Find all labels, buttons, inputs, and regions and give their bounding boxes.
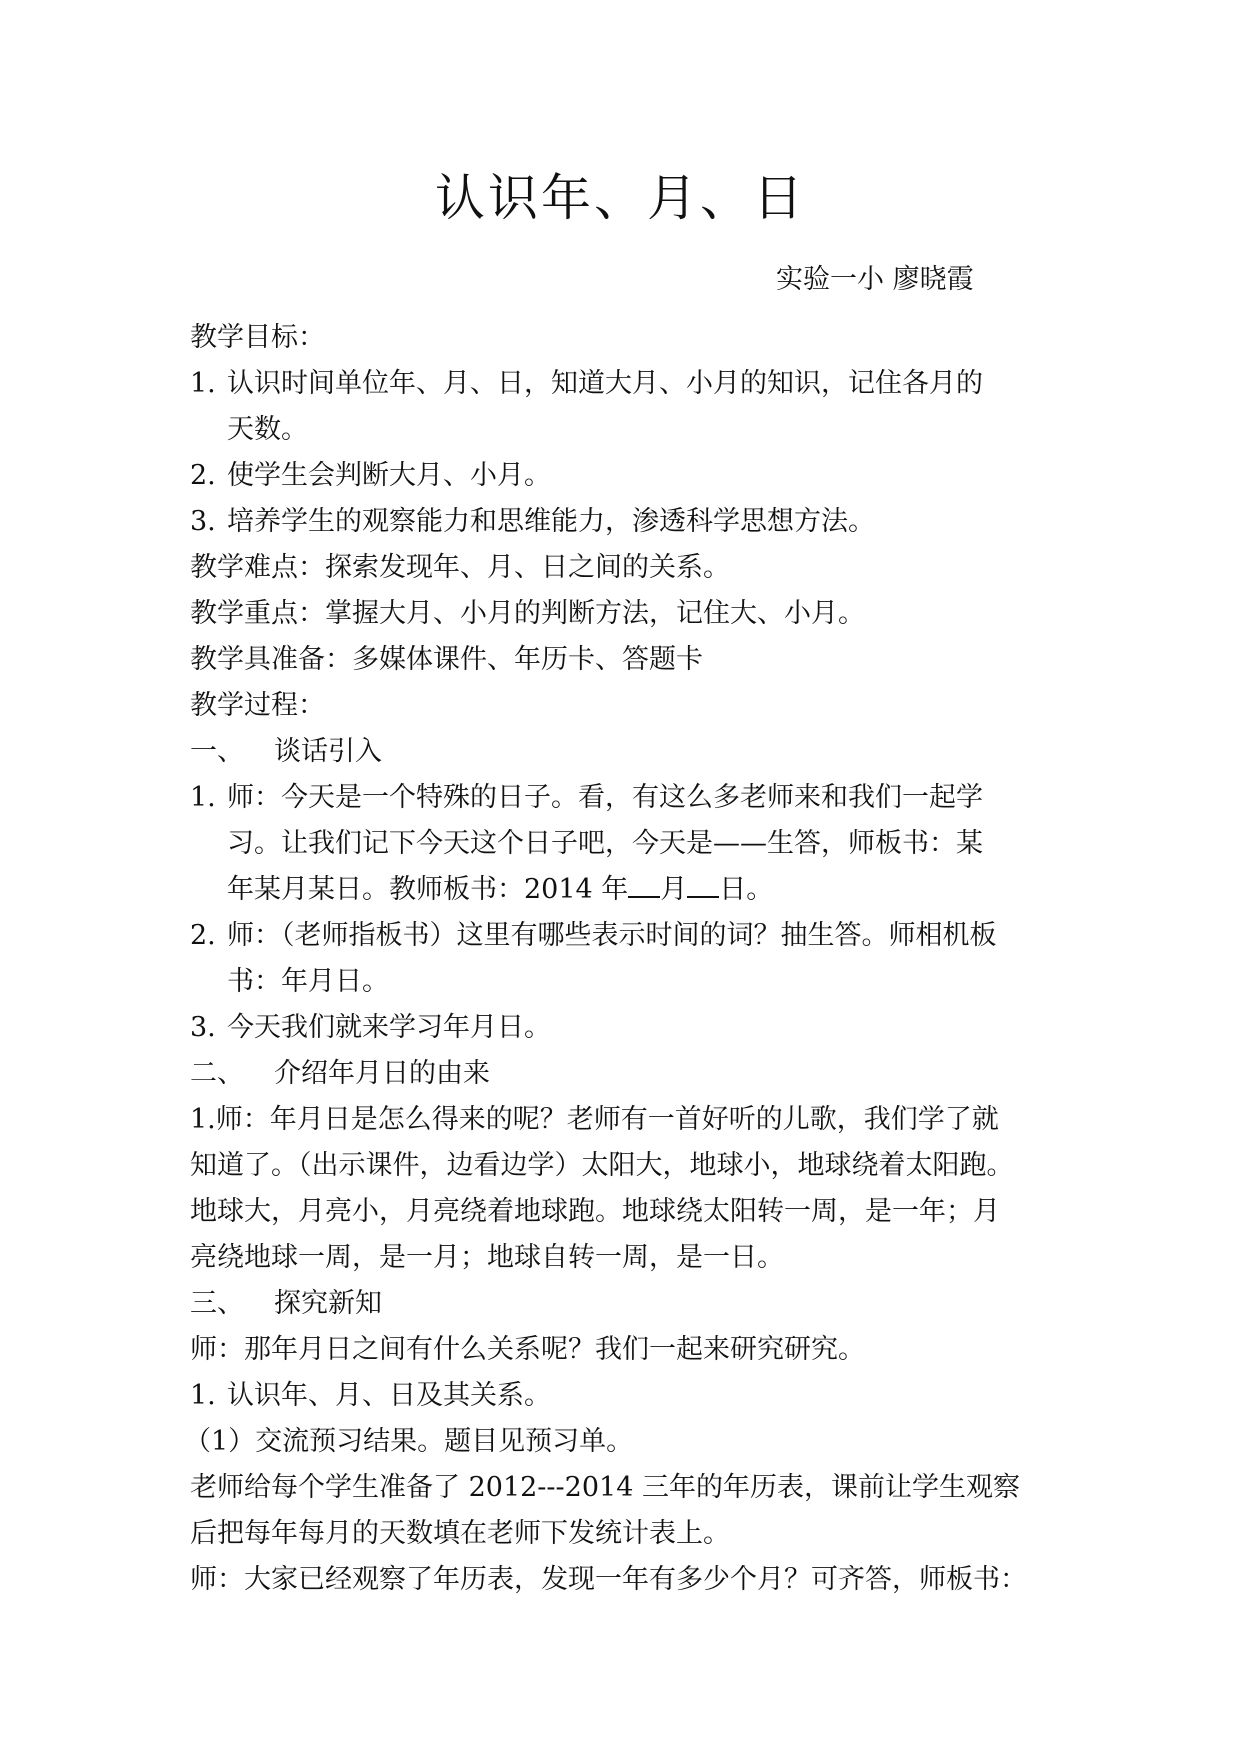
- s2-line-4: 亮绕地球一周，是一月；地球自转一周，是一日。: [190, 1242, 784, 1273]
- goal-1-line-2: 天数。: [227, 414, 308, 445]
- s3-item-1-number: 1.: [190, 1380, 216, 1411]
- s1-item-3-text: 今天我们就来学习年月日。: [227, 1012, 551, 1043]
- month-blank: [628, 872, 660, 898]
- key-point-line: 教学重点：掌握大月、小月的判断方法，记住大、小月。: [190, 598, 865, 629]
- section-2-title: 介绍年月日的由来: [274, 1058, 490, 1089]
- goal-2-text: 使学生会判断大月、小月。: [227, 460, 551, 491]
- section-3-number: 三、: [190, 1288, 244, 1319]
- s3-line-4: 老师给每个学生准备了 2012---2014 三年的年历表，课前让学生观察: [190, 1472, 1020, 1503]
- board-date-prefix: 年某月某日。教师板书：2014 年: [227, 874, 629, 905]
- s1-item-2-number: 2.: [190, 920, 216, 951]
- materials-line: 教学具准备：多媒体课件、年历卡、答题卡: [190, 644, 703, 675]
- s1-item-1-line-3: [227, 870, 773, 910]
- author-line: 实验一小 廖晓霞: [776, 264, 974, 295]
- s3-line-5: 后把每年每月的天数填在老师下发统计表上。: [190, 1518, 730, 1549]
- day-blank: [687, 872, 719, 898]
- section-3-title: 探究新知: [274, 1288, 382, 1319]
- board-month-label: 月: [660, 874, 688, 905]
- process-heading: 教学过程：: [190, 690, 325, 721]
- difficulty-line: 教学难点：探索发现年、月、日之间的关系。: [190, 552, 730, 583]
- s2-line-2: 知道了。（出示课件，边看边学）太阳大，地球小，地球绕着太阳跑。: [190, 1150, 1014, 1181]
- goal-1-number: 1.: [190, 368, 216, 399]
- goal-2-number: 2.: [190, 460, 216, 491]
- section-1-number: 一、: [190, 736, 244, 767]
- s3-item-1-text: 认识年、月、日及其关系。: [227, 1380, 551, 1411]
- s3-line-6: 师：大家已经观察了年历表，发现一年有多少个月？可齐答，师板书：: [190, 1564, 1027, 1595]
- s1-item-2-line-1: 师：（老师指板书）这里有哪些表示时间的词？抽生答。师相机板: [227, 920, 997, 951]
- s2-line-1: 1.师：年月日是怎么得来的呢？老师有一首好听的儿歌，我们学了就: [190, 1104, 999, 1135]
- section-1-title: 谈话引入: [274, 736, 382, 767]
- goal-3-text: 培养学生的观察能力和思维能力，渗透科学思想方法。: [227, 506, 875, 537]
- s3-line-3: （1）交流预习结果。题目见预习单。: [184, 1426, 634, 1457]
- s2-line-3: 地球大，月亮小，月亮绕着地球跑。地球绕太阳转一周，是一年；月: [190, 1196, 1000, 1227]
- s1-item-2-line-2: 书：年月日。: [227, 966, 389, 997]
- goals-heading: 教学目标：: [190, 322, 325, 353]
- document-title: 认识年、月、日: [435, 169, 806, 227]
- section-2-number: 二、: [190, 1058, 244, 1089]
- s1-item-1-line-2: 习。让我们记下今天这个日子吧，今天是——生答，师板书：某: [227, 828, 983, 859]
- s3-line-1: 师：那年月日之间有什么关系呢？我们一起来研究研究。: [190, 1334, 865, 1365]
- s1-item-3-number: 3.: [190, 1012, 216, 1043]
- s1-item-1-number: 1.: [190, 782, 216, 813]
- s1-item-1-line-1: 师：今天是一个特殊的日子。看，有这么多老师来和我们一起学: [227, 782, 983, 813]
- goal-3-number: 3.: [190, 506, 216, 537]
- goal-1-line-1: 认识时间单位年、月、日，知道大月、小月的知识，记住各月的: [227, 368, 983, 399]
- board-day-label: 日。: [719, 874, 774, 905]
